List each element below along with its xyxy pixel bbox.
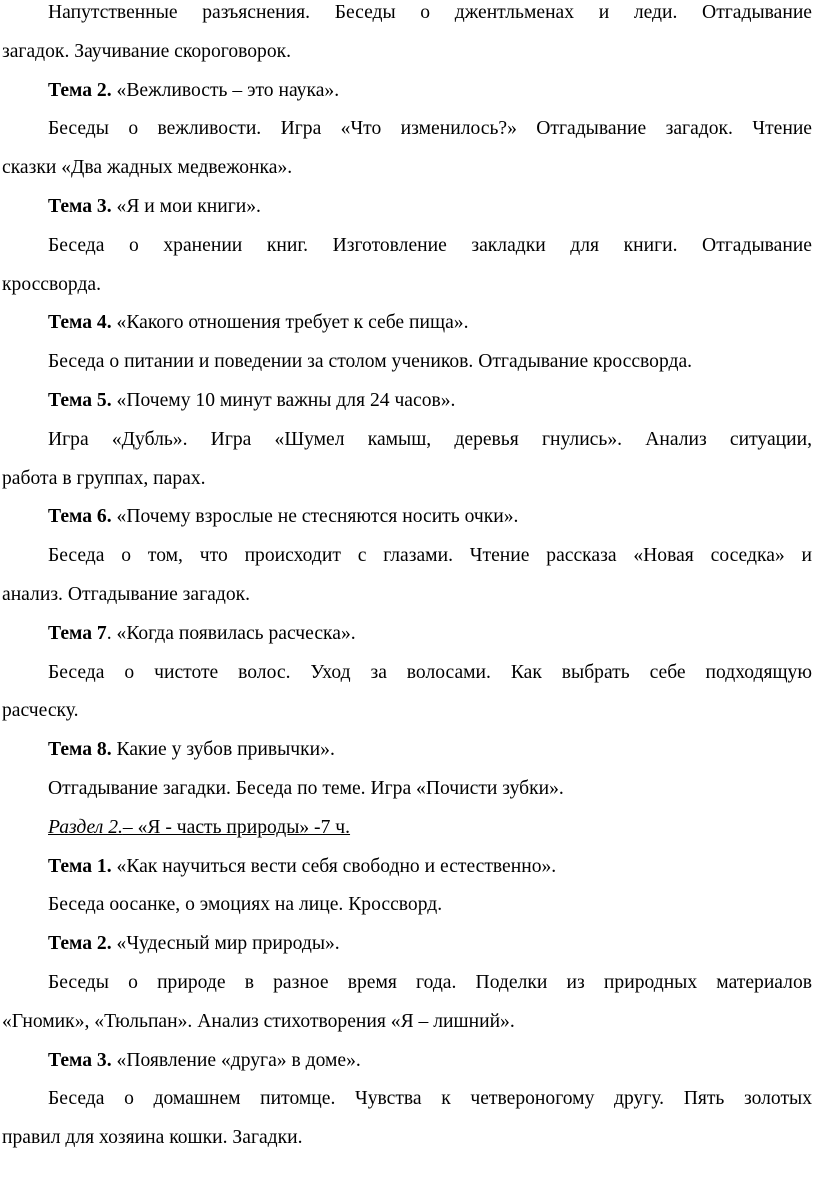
- topic-title: Какие у зубов привычки».: [111, 739, 335, 761]
- topic-label: Тема 3.: [48, 1049, 112, 1071]
- paragraph-line: Отгадывание загадки. Беседа по теме. Игра «Почисти зубки».: [48, 777, 564, 799]
- topic-label: Тема 1.: [48, 855, 112, 877]
- topic-label: Тема 7: [48, 622, 107, 644]
- paragraph-line: расческу.: [2, 700, 79, 722]
- topic-label: Тема 5.: [48, 389, 112, 411]
- section-title: – «Я - часть природы» -7 ч.: [122, 816, 351, 838]
- paragraph-line: Беседа о том, что происходит с глазами. Чтение рассказа «Новая соседка» и: [48, 545, 812, 567]
- paragraph-line: анализ. Отгадывание загадок.: [2, 583, 251, 605]
- topic-heading: [2, 188, 812, 227]
- paragraph-line: загадок. Заучивание скороговорок.: [2, 40, 292, 62]
- topic-title: «Я и мои книги».: [111, 195, 261, 217]
- paragraph-line: Беседы о вежливости. Игра «Что изменилось?» Отгадывание загадок. Чтение: [48, 118, 812, 140]
- paragraph-line: Беседа о хранении книг. Изготовление закладки для книги. Отгадывание: [48, 234, 812, 256]
- topic-heading: [2, 1042, 812, 1081]
- paragraph-line: Беседа о питании и поведении за столом учеников. Отгадывание кроссворда.: [48, 351, 693, 373]
- topic-label: Тема 3.: [48, 195, 112, 217]
- topic-title: «Появление «друга» в доме».: [111, 1049, 361, 1071]
- topic-title: «Чудесный мир природы».: [111, 933, 340, 955]
- topic-title: «Какого отношения требует к себе пища».: [111, 312, 469, 334]
- topic-title: . «Когда появилась расческа».: [106, 622, 356, 644]
- paragraph-line: кроссворда.: [2, 273, 102, 295]
- topic-title: «Вежливость – это наука».: [111, 79, 340, 101]
- topic-heading: [2, 498, 812, 537]
- paragraph-line: Игра «Дубль». Игра «Шумел камыш, деревья гнулись». Анализ ситуации,: [48, 428, 812, 450]
- paragraph-line: Беседа о домашнем питомце. Чувства к четвероногому другу. Пять золотых: [48, 1088, 812, 1110]
- topic-label: Тема 4.: [48, 312, 112, 334]
- section-label: Раздел 2.: [48, 816, 123, 838]
- paragraph-line: правил для хозяина кошки. Загадки.: [2, 1127, 303, 1149]
- topic-title: «Как научиться вести себя свободно и естественно».: [111, 855, 557, 877]
- topic-heading: [2, 731, 812, 770]
- topic-label: Тема 2.: [48, 933, 112, 955]
- paragraph-line: работа в группах, парах.: [2, 467, 206, 489]
- paragraph-line: Беседы о природе в разное время года. Поделки из природных материалов: [48, 971, 812, 993]
- topic-heading: [2, 615, 812, 654]
- topic-heading: [2, 72, 812, 111]
- section-heading: [2, 809, 812, 848]
- paragraph-line: сказки «Два жадных медвежонка».: [2, 157, 293, 179]
- topic-label: Тема 8.: [48, 739, 112, 761]
- topic-heading: [2, 925, 812, 964]
- paragraph-line: Беседа о чистоте волос. Уход за волосами. Как выбрать себе подходящую: [48, 661, 812, 683]
- paragraph-line: «Гномик», «Тюльпан». Анализ стихотворения «Я – лишний».: [2, 1010, 515, 1032]
- topic-label: Тема 2.: [48, 79, 112, 101]
- paragraph-line: Напутственные разъяснения. Беседы о джентльменах и леди. Отгадывание: [48, 2, 812, 23]
- topic-heading: [2, 382, 812, 421]
- paragraph-line: Беседа оосанке, о эмоциях на лице. Кроссворд.: [48, 894, 443, 916]
- topic-label: Тема 6.: [48, 506, 112, 528]
- topic-title: «Почему 10 минут важны для 24 часов».: [111, 389, 456, 411]
- topic-heading: [2, 304, 812, 343]
- topic-title: «Почему взрослые не стесняются носить очки».: [111, 506, 519, 528]
- topic-heading: [2, 848, 812, 887]
